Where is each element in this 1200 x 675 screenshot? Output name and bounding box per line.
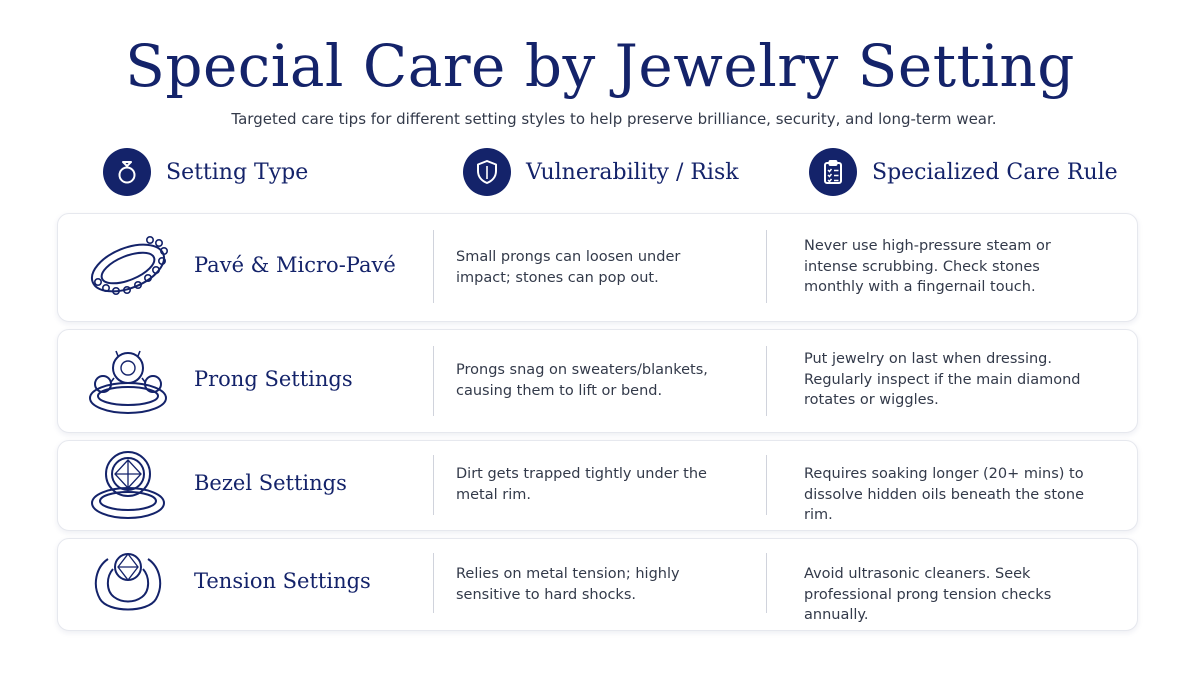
column-divider <box>433 346 434 416</box>
column-divider <box>766 455 767 515</box>
clipboard-icon <box>809 148 857 196</box>
setting-name: Pavé & Micro-Pavé <box>194 253 396 277</box>
risk-text: Relies on metal tension; highly sensitive to hard shocks. <box>456 566 680 603</box>
ring-icon <box>103 148 151 196</box>
column-divider <box>433 230 434 303</box>
pave-ring-icon <box>86 228 170 308</box>
risk-text: Dirt gets trapped tightly under the metal rim. <box>456 466 707 503</box>
bezel-ring-icon <box>86 447 170 525</box>
table-row <box>57 329 1138 433</box>
setting-name: Tension Settings <box>194 569 371 593</box>
header-vulnerability <box>463 148 739 196</box>
column-divider <box>433 553 434 613</box>
risk-text: Small prongs can loosen under impact; stones can pop out. <box>456 249 681 286</box>
shield-icon <box>463 148 511 196</box>
care-text: Put jewelry on last when dressing. Regularly inspect if the main diamond rotates or wiggles. <box>804 351 1081 408</box>
header-label: Setting Type <box>166 159 309 185</box>
header-label: Vulnerability / Risk <box>526 159 739 185</box>
care-text: Never use high-pressure steam or intense scrubbing. Check stones monthly with a fingernail touch. <box>804 238 1051 295</box>
header-setting-type <box>103 148 308 196</box>
care-text: Avoid ultrasonic cleaners. Seek professional prong tension checks annually. <box>804 566 1052 623</box>
header-label: Specialized Care Rule <box>872 159 1118 185</box>
column-divider <box>766 230 767 303</box>
header-care-rule <box>809 148 1118 196</box>
page-subtitle: Targeted care tips for different setting styles to help preserve brilliance, security, and long-term wear. <box>231 110 997 128</box>
column-divider <box>433 455 434 515</box>
table-row <box>57 213 1138 322</box>
tension-ring-icon <box>86 545 170 623</box>
table-row <box>57 440 1138 531</box>
prong-ring-icon <box>86 342 170 422</box>
column-divider <box>766 346 767 416</box>
risk-text: Prongs snag on sweaters/blankets, causing them to lift or bend. <box>456 362 708 399</box>
page-title: Special Care by Jewelry Setting <box>125 32 1075 100</box>
care-text: Requires soaking longer (20+ mins) to dissolve hidden oils beneath the stone rim. <box>804 466 1085 523</box>
setting-name: Bezel Settings <box>194 471 347 495</box>
table-row <box>57 538 1138 631</box>
column-divider <box>766 553 767 613</box>
setting-name: Prong Settings <box>194 367 353 391</box>
